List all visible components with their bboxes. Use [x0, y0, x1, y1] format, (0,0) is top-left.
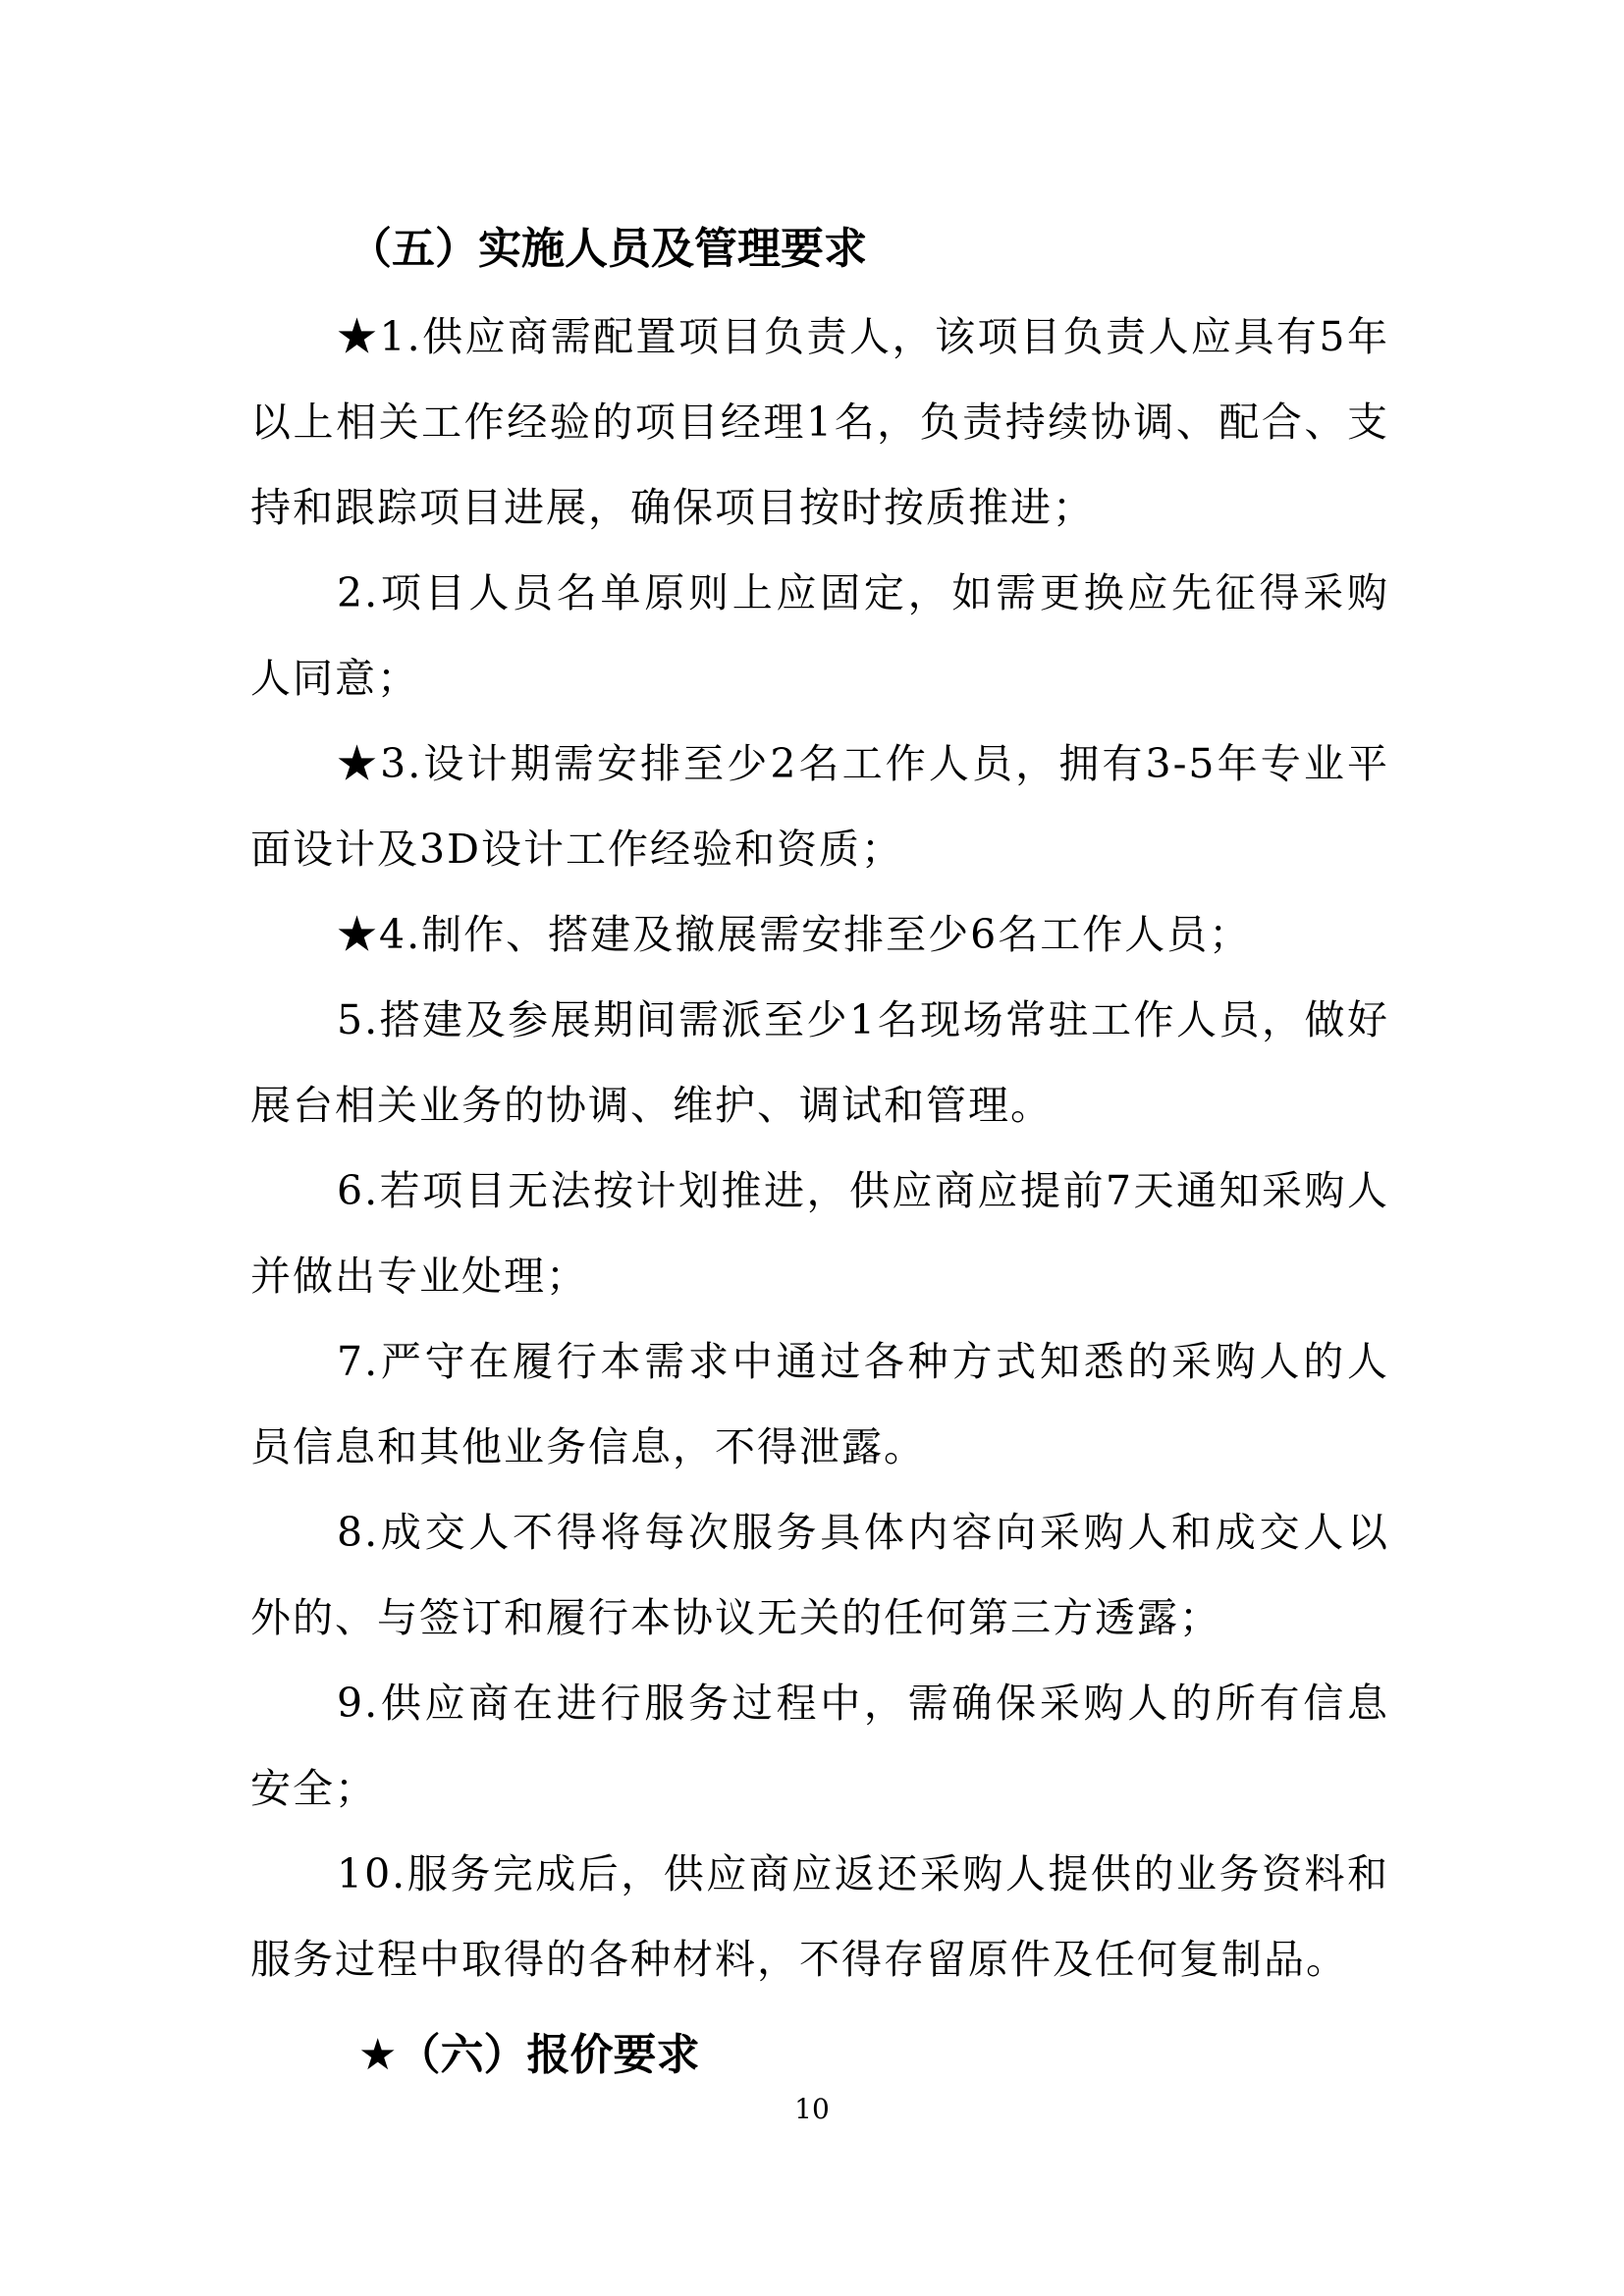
list-item-5: 5.搭建及参展期间需派至少1名现场常驻工作人员，做好展台相关业务的协调、维护、调试和管理。: [250, 996, 1389, 1129]
list-item-8: 8.成交人不得将每次服务具体内容向采购人和成交人以外的、与签订和履行本协议无关的任何第三方透露；: [250, 1509, 1389, 1641]
section-heading-six: ★（六）报价要求: [358, 2030, 700, 2080]
list-item-2: 2.项目人员名单原则上应固定，如需更换应先征得采购人同意；: [250, 569, 1389, 702]
list-item-3: ★3.设计期需安排至少2名工作人员，拥有3-5年专业平面设计及3D设计工作经验和资质；: [250, 740, 1389, 873]
list-item-10: 10.服务完成后，供应商应返还采购人提供的业务资料和服务过程中取得的各种材料，不得存留原件及任何复制品。: [250, 1850, 1389, 1983]
list-item-1: ★1.供应商需配置项目负责人，该项目负责人应具有5年以上相关工作经验的项目经理1名，负责持续协调、配合、支持和跟踪项目进展，确保项目按时按质推进；: [250, 313, 1389, 531]
list-item-9: 9.供应商在进行服务过程中，需确保采购人的所有信息安全；: [250, 1680, 1389, 1812]
page-number: 10: [794, 2093, 830, 2125]
list-item-6: 6.若项目无法按计划推进，供应商应提前7天通知采购人并做出专业处理；: [250, 1167, 1389, 1300]
list-item-4: ★4.制作、搭建及撤展需安排至少6名工作人员；: [337, 911, 1252, 958]
section-heading-five: （五）实施人员及管理要求: [349, 224, 867, 274]
page-content: [250, 206, 1389, 2101]
list-item-7: 7.严守在履行本需求中通过各种方式知悉的采购人的人员信息和其他业务信息，不得泄露。: [250, 1338, 1389, 1470]
